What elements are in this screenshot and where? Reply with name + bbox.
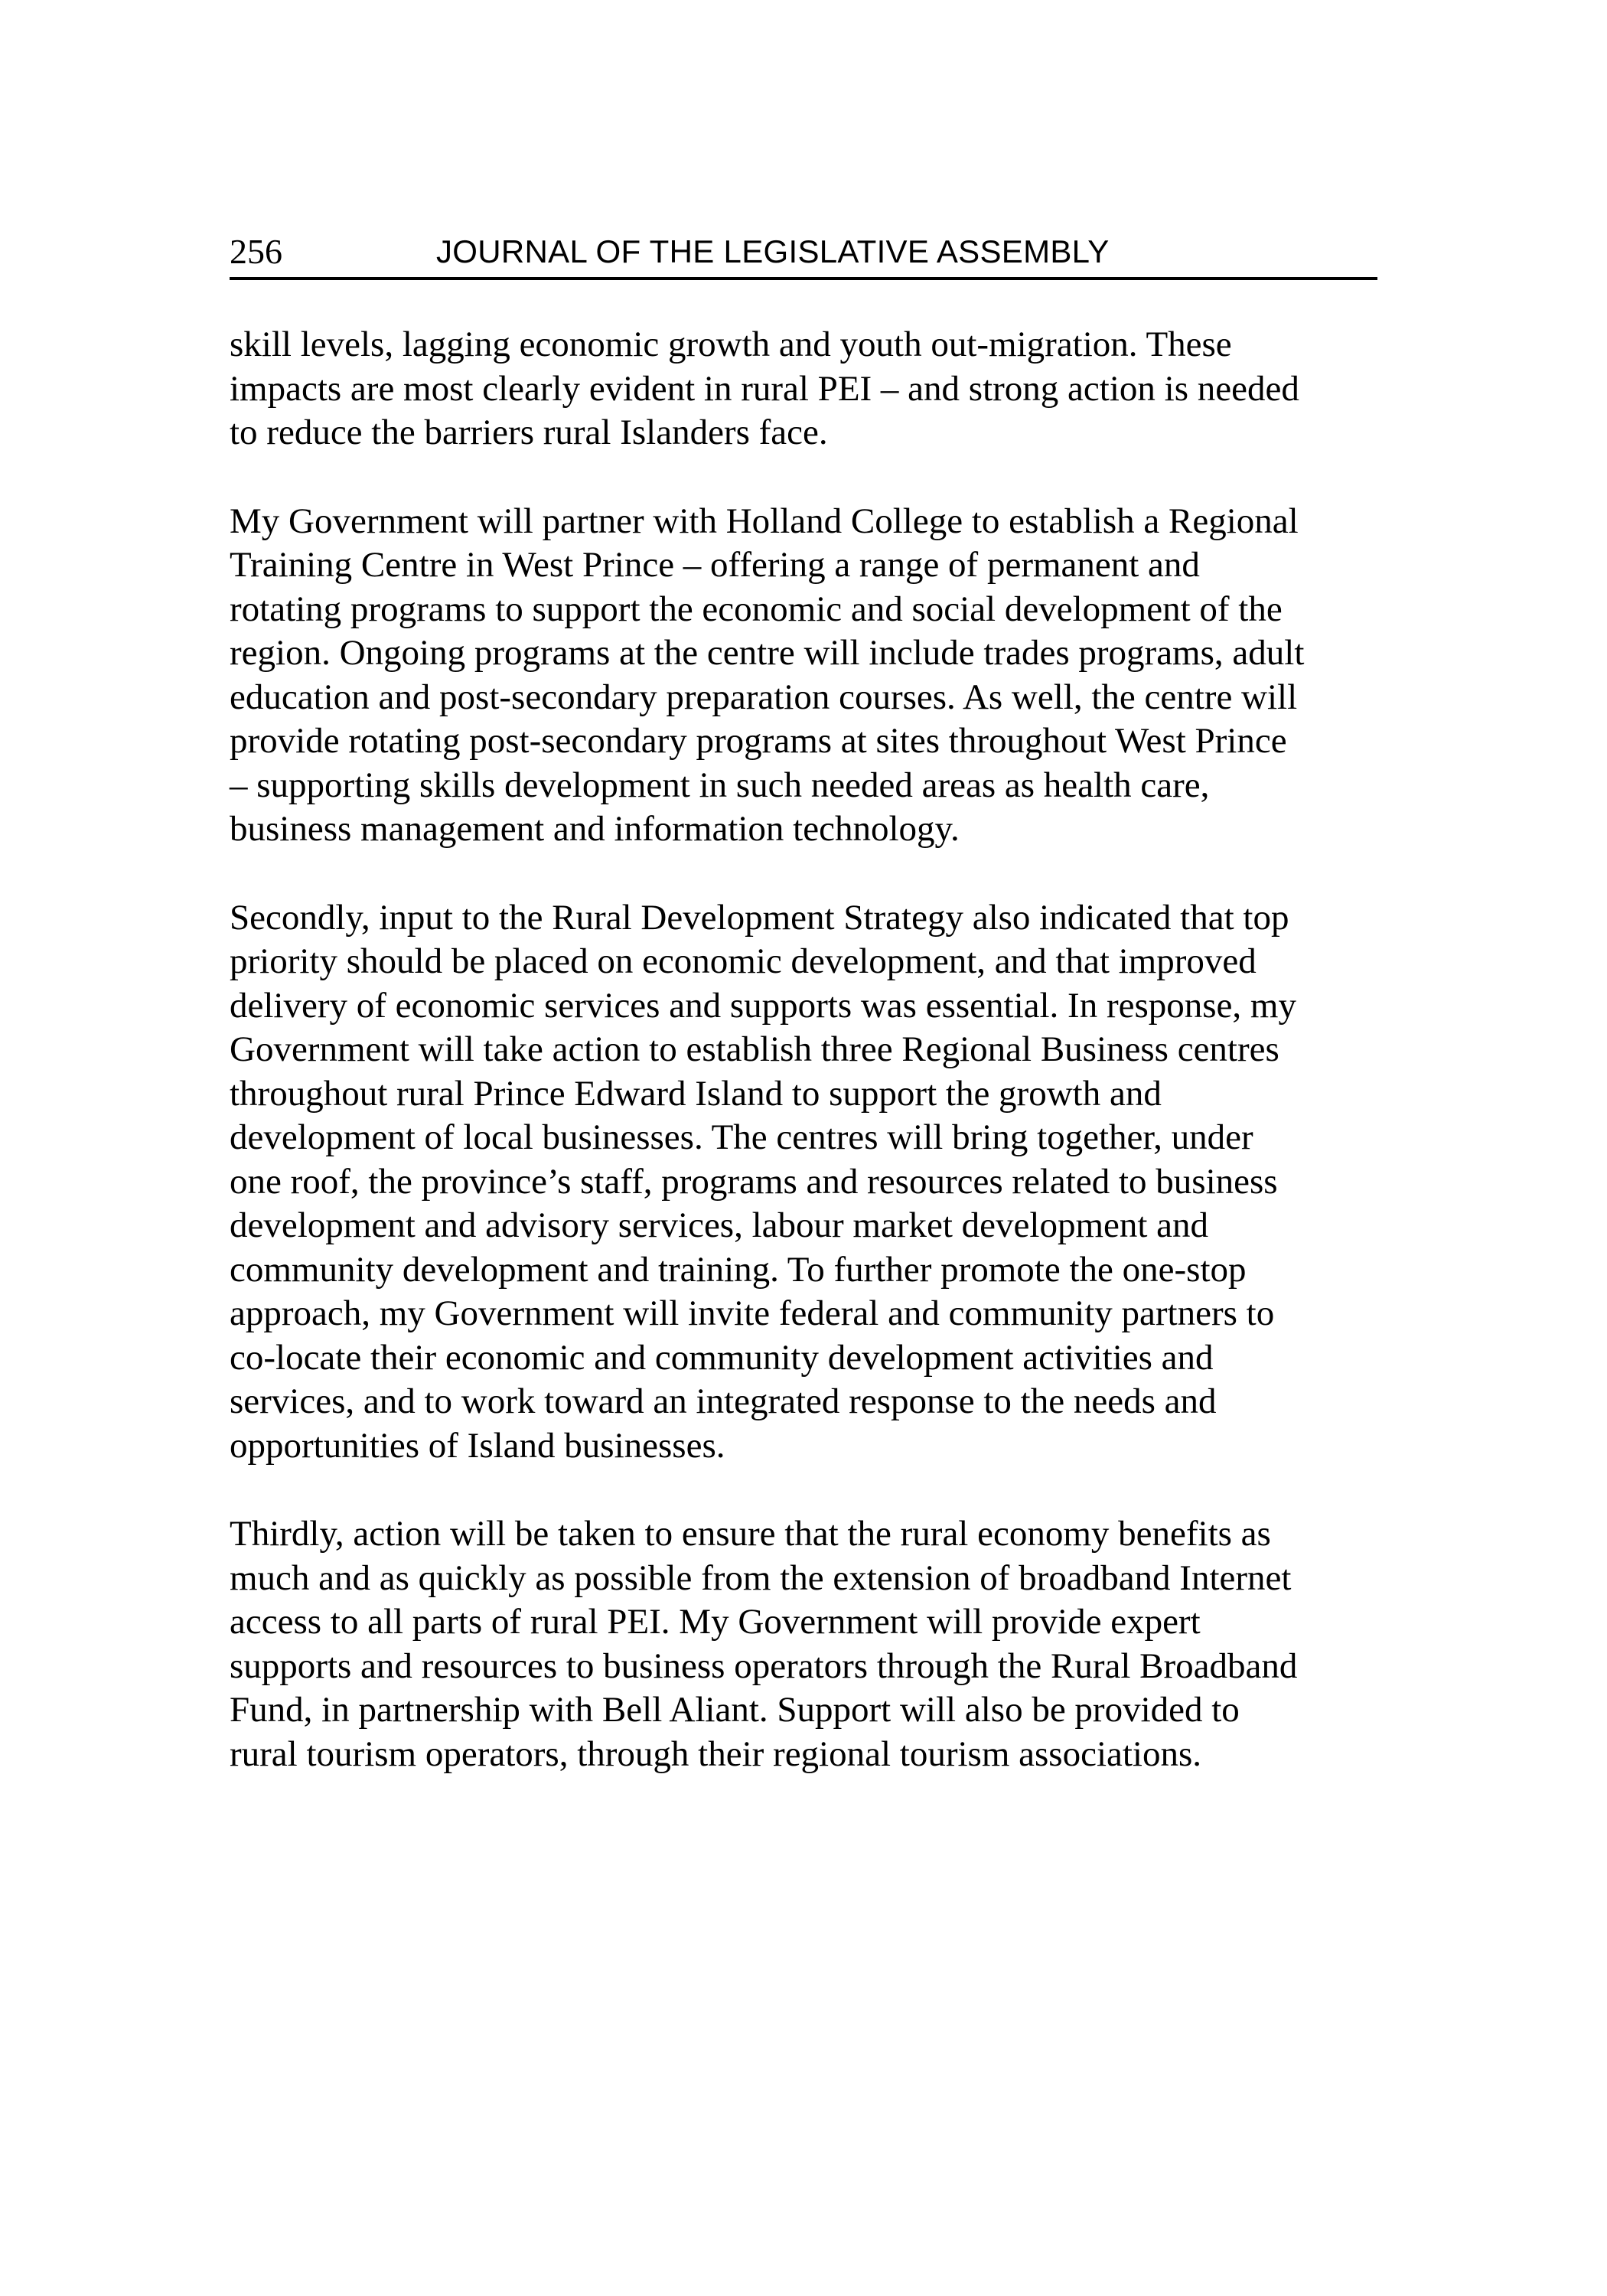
text-line: skill levels, lagging economic growth and youth out-migration. These <box>230 325 1232 364</box>
paragraph <box>230 323 1377 455</box>
text-line: provide rotating post-secondary programs at sites throughout West Prince <box>230 721 1287 761</box>
text-line: – supporting skills development in such needed areas as health care, <box>230 765 1210 805</box>
text-line: development of local businesses. The centres will bring together, under <box>230 1117 1253 1157</box>
text-line: Training Centre in West Prince – offering a range of permanent and <box>230 545 1200 585</box>
text-line: approach, my Government will invite federal and community partners to <box>230 1293 1275 1333</box>
paragraph <box>230 500 1377 852</box>
text-line: co-locate their economic and community development activities and <box>230 1337 1214 1378</box>
text-line: rotating programs to support the economic and social development of the <box>230 589 1283 629</box>
text-line: throughout rural Prince Edward Island to support the growth and <box>230 1073 1162 1114</box>
text-line: Secondly, input to the Rural Development Strategy also indicated that top <box>230 897 1289 938</box>
text-line: region. Ongoing programs at the centre will include trades programs, adult <box>230 633 1305 673</box>
text-line: Fund, in partnership with Bell Aliant. Support will also be provided to <box>230 1690 1240 1730</box>
text-line: Thirdly, action will be taken to ensure that the rural economy benefits as <box>230 1514 1271 1554</box>
text-line: Government will take action to establish three Regional Business centres <box>230 1029 1279 1069</box>
paragraph <box>230 896 1377 1469</box>
text-line: impacts are most clearly evident in rural PEI – and strong action is needed <box>230 368 1299 409</box>
body-text <box>230 323 1377 1821</box>
text-line: rural tourism operators, through their regional tourism associations. <box>230 1733 1202 1774</box>
text-line: one roof, the province’s staff, programs and resources related to business <box>230 1161 1278 1202</box>
text-line: to reduce the barriers rural Islanders face. <box>230 413 828 452</box>
journal-title: JOURNAL OF THE LEGISLATIVE ASSEMBLY <box>436 233 1110 269</box>
text-line: My Government will partner with Holland College to establish a Regional <box>230 501 1299 541</box>
text-line: delivery of economic services and supports was essential. In response, my <box>230 985 1296 1026</box>
text-line: education and post-secondary preparation courses. As well, the centre will <box>230 677 1298 717</box>
text-line: business management and information technology. <box>230 809 960 849</box>
text-line: services, and to work toward an integrated response to the needs and <box>230 1381 1217 1421</box>
page-number: 256 <box>230 232 282 271</box>
text-line: priority should be placed on economic development, and that improved <box>230 941 1257 981</box>
text-line: supports and resources to business operators through the Rural Broadband <box>230 1645 1298 1686</box>
paragraph <box>230 1512 1377 1776</box>
text-line: access to all parts of rural PEI. My Government will provide expert <box>230 1602 1201 1642</box>
text-line: development and advisory services, labour market development and <box>230 1205 1209 1245</box>
text-line: community development and training. To further promote the one-stop <box>230 1249 1247 1290</box>
running-header <box>230 227 1377 280</box>
text-line: much and as quickly as possible from the extension of broadband Internet <box>230 1557 1292 1598</box>
text-line: opportunities of Island businesses. <box>230 1425 725 1466</box>
